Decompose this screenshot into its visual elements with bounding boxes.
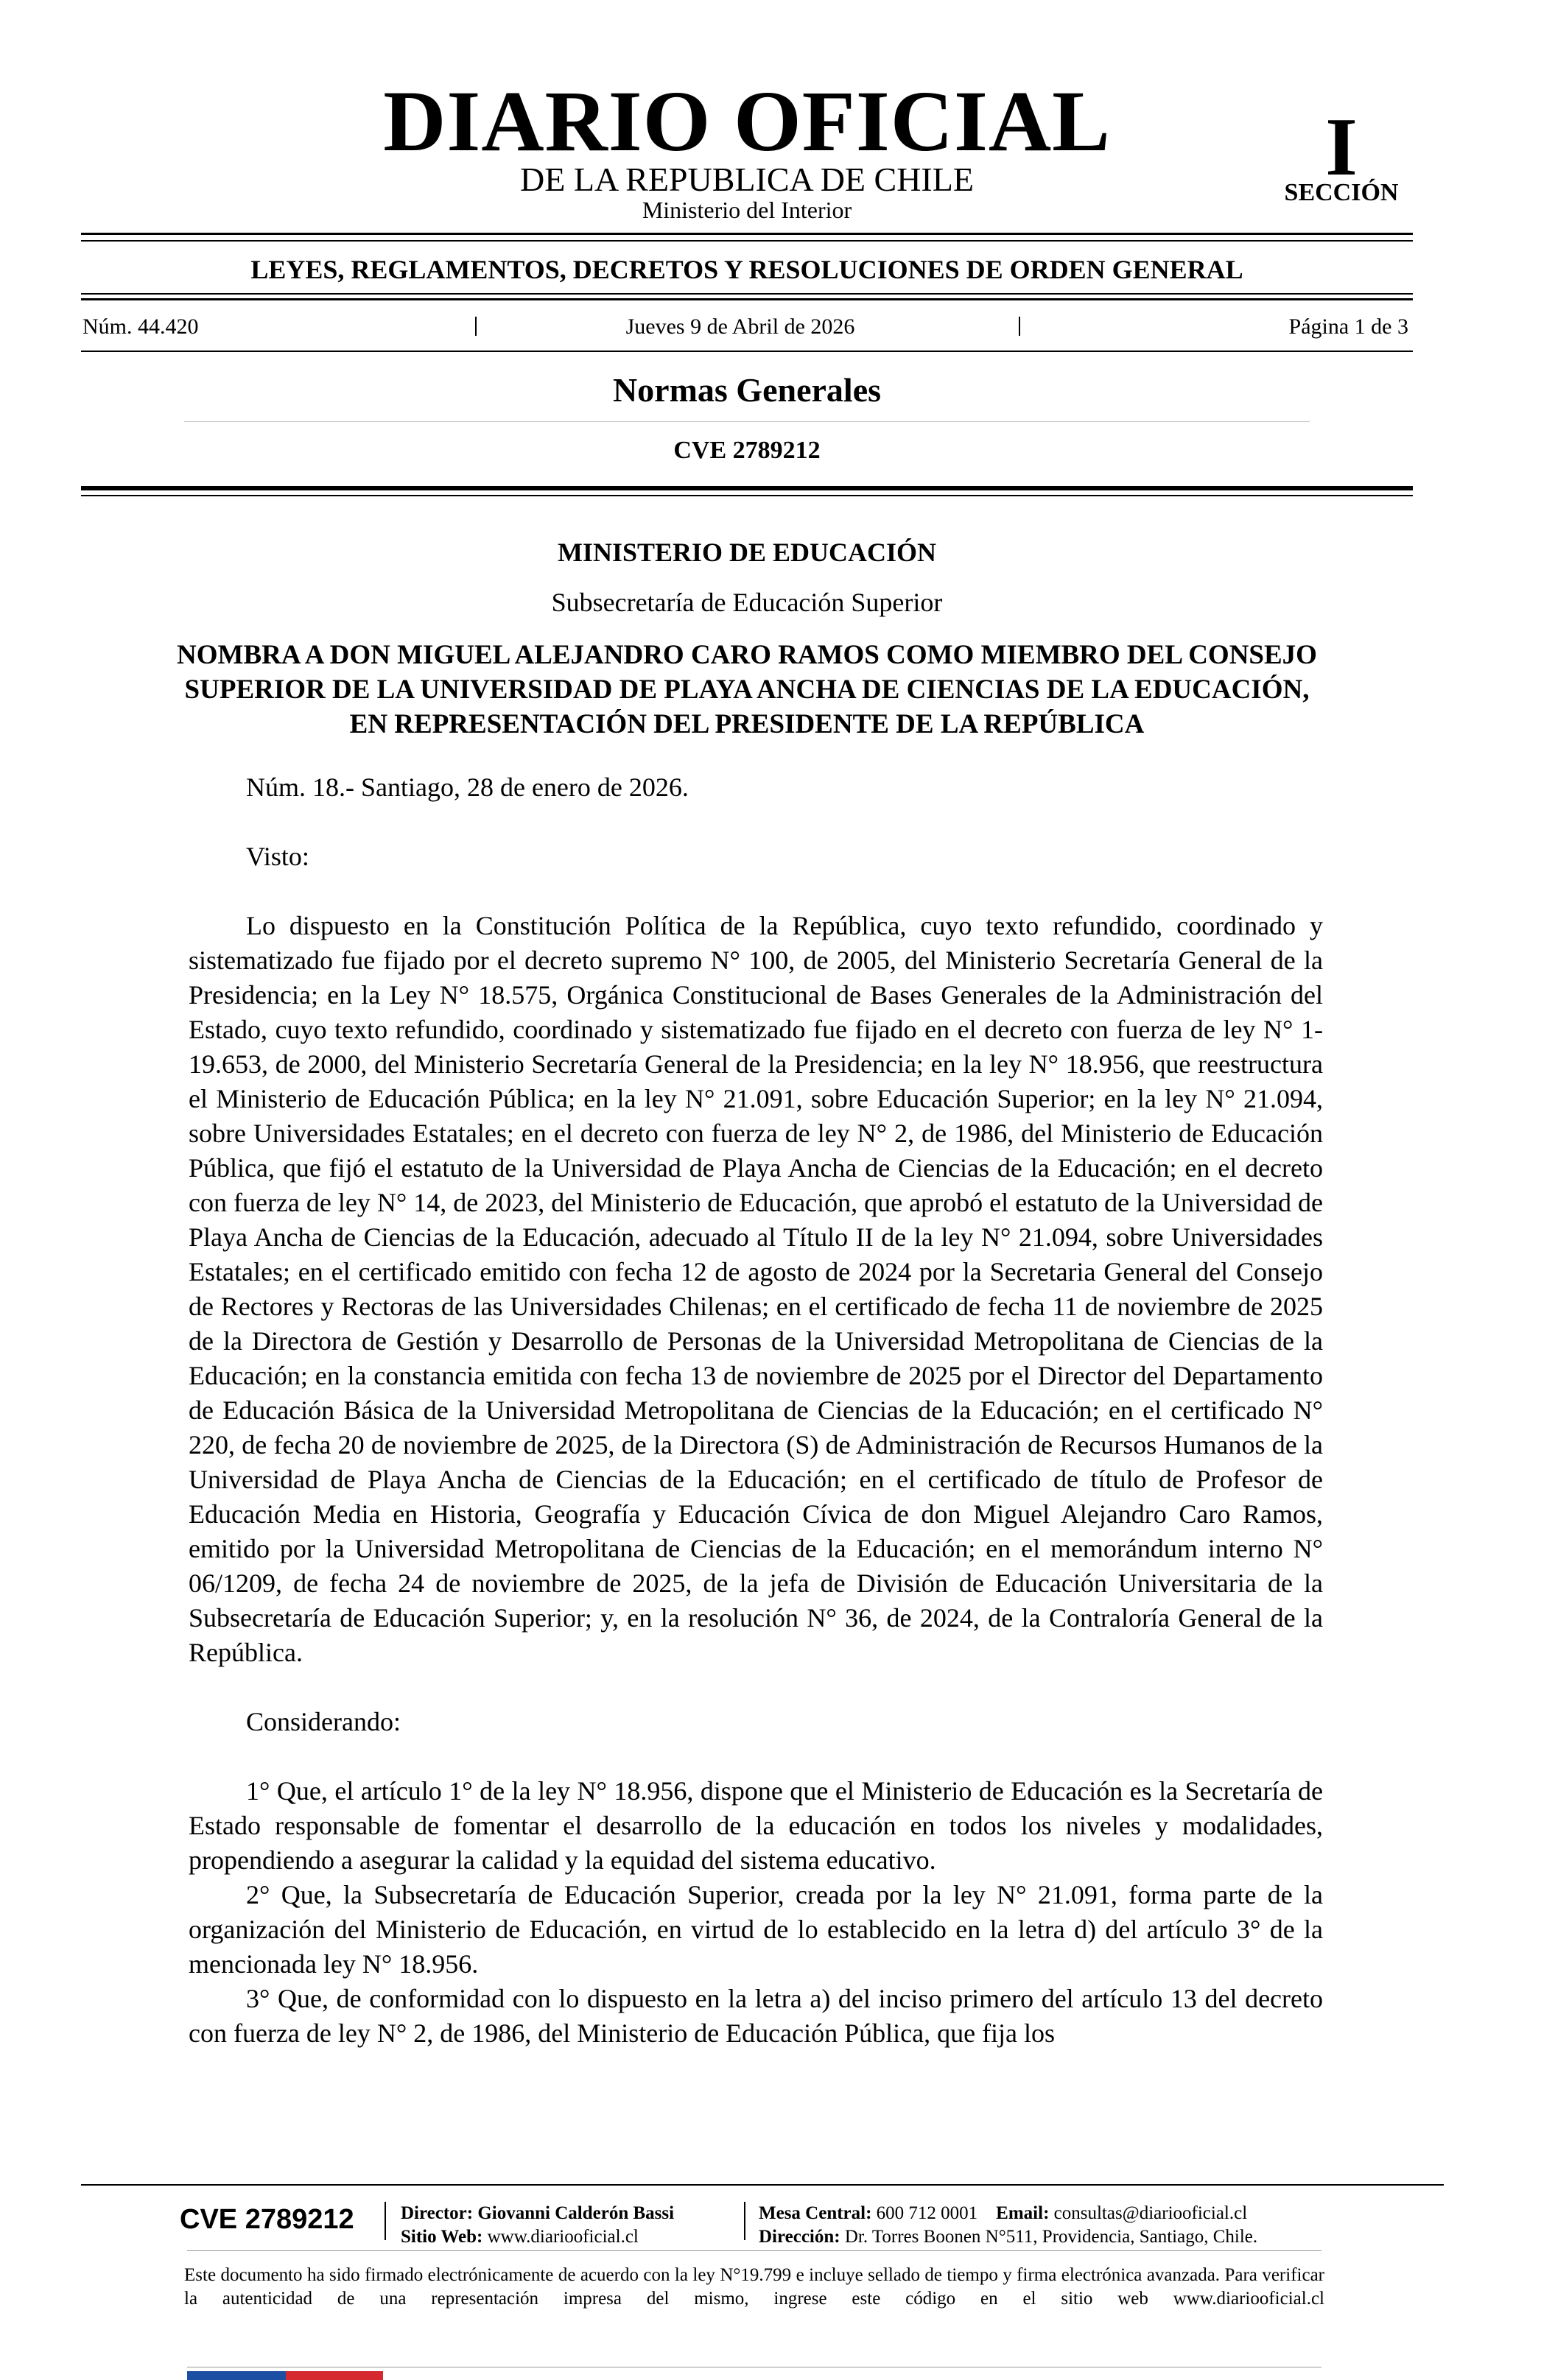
band-title: LEYES, REGLAMENTOS, DECRETOS Y RESOLUCIONES DE ORDEN GENERAL xyxy=(250,255,1243,284)
considerando-label: Considerando: xyxy=(246,1707,401,1736)
issue-date: Jueves 9 de Abril de 2026 xyxy=(625,314,855,339)
document-body xyxy=(189,770,1323,2051)
footer-separator xyxy=(385,2202,386,2240)
footer-separator xyxy=(744,2202,745,2240)
band-rule-bottom xyxy=(81,293,1413,295)
section-label: SECCIÓN xyxy=(1284,179,1399,206)
page-indicator: Página 1 de 3 xyxy=(1288,314,1408,339)
email-label: Email: xyxy=(996,2203,1050,2223)
newspaper-title: DIARIO OFICIAL xyxy=(383,73,1111,169)
issue-separator xyxy=(1019,317,1020,336)
address-text: Dr. Torres Boonen N°511, Providencia, Santiago, Chile. xyxy=(844,2227,1258,2247)
document-title: NOMBRA A DON MIGUEL ALEJANDRO CARO RAMOS COMO MIEMBRO DEL CONSEJO SUPERIOR DE LA UNIVERSIDAD DE PLAYA ANCHA DE CIENCIAS DE LA EDUCACIÓN, EN REPRESENTACIÓN DEL PRESIDENTE DE LA REPÚBLICA xyxy=(177,640,1317,739)
email-link[interactable]: consultas@diariooficial.cl xyxy=(1053,2203,1248,2223)
document-subsecretariat: Subsecretaría de Educación Superior xyxy=(551,588,943,617)
director-name: Giovanni Calderón Bassi xyxy=(477,2203,675,2223)
director-label: Director: xyxy=(401,2203,474,2223)
visto-paragraph: Lo dispuesto en la Constitución Política de la República, cuyo texto refundido, coordinado y sistematizado fue fijado por el decreto supremo N° 100, de 2005, del Ministerio Secretaría General de la Presidencia; en la Ley N° 18.575, Orgánica Constitucional de Bases Generales de la Administración del Estado, cuyo texto refundido, coordinado y sistematizado fue fijado en el decreto con fuerza de ley N° 1-19.653, de 2000, del Ministerio Secretaría General de la Presidencia; en la ley N° 18.956, que reestructura el Ministerio de Educación Pública; en la ley N° 21.091, sobre Educación Superior; en la ley N° 21.094, sobre Universidades Estatales; en el decreto con fuerza de ley N° 2, de 1986, del Ministerio de Educación Pública, que fijó el estatuto de la Universidad de Playa Ancha de Ciencias de la Educación; en el decreto con fuerza de ley N° 14, de 2023, del Ministerio de Educación, que aprobó el estatuto de la Universidad de Playa Ancha de Ciencias de la Educación, adecuado al Título II de la ley N° 21.094, sobre Universidades Estatales; en el certificado emitido con fecha 12 de agosto de 2024 por la Secretaria General del Consejo de Rectores y Rectoras de las Universidades Chilenas; en el certificado de fecha 11 de noviembre de 2025 de la Directora de Gestión y Desarrollo de Personas de la Universidad Metropolitana de Ciencias de la Educación; en la constancia emitida con fecha 13 de noviembre de 2025 por el Director del Departamento de Educación Básica de la Universidad Metropolitana de Ciencias de la Educación; en el certificado N° 220, de fecha 20 de noviembre de 2025, de la Directora (S) de Administración de Recursos Humanos de la Universidad de Playa Ancha de Ciencias de la Educación; en el certificado de título de Profesor de Educación Media en Historia, Geografía y Educación Cívica de don Miguel Alejandro Caro Ramos, emitido por la Universidad Metropolitana de Ciencias de la Educación; en el memorándum interno N° 06/1209, de fecha 24 de noviembre de 2025, de la jefa de División de Educación Universitaria de la Subsecretaría de Educación Superior; y, en la resolución N° 36, de 2024, de la Contraloría General de la República. xyxy=(189,911,1323,1667)
website-link[interactable]: www.diariooficial.cl xyxy=(487,2227,639,2247)
header-double-rule-thick xyxy=(81,486,1413,490)
issue-rule xyxy=(81,351,1413,352)
phone-number: 600 712 0001 xyxy=(876,2203,978,2223)
visto-label: Visto: xyxy=(246,842,309,871)
document-ministry: MINISTERIO DE EDUCACIÓN xyxy=(557,538,937,567)
header-double-rule-thin xyxy=(81,495,1413,496)
newspaper-subtitle: DE LA REPUBLICA DE CHILE xyxy=(520,161,974,198)
phone-label: Mesa Central: xyxy=(759,2203,872,2223)
band-rule-bottom-thick xyxy=(81,298,1413,300)
considerando-item: 3° Que, de conformidad con lo dispuesto en la letra a) del inciso primero del artículo 13 del decreto con fuerza de ley N° 2, de 1986, del Ministerio de Educación Pública, que fija los xyxy=(189,1984,1323,2048)
section-heading-rule xyxy=(184,421,1310,422)
issue-number: Núm. 44.420 xyxy=(83,314,199,339)
masthead-rule-top xyxy=(81,233,1413,235)
masthead-rule-top-thin xyxy=(81,240,1413,242)
address-label: Dirección: xyxy=(759,2227,840,2247)
considerando-item: 2° Que, la Subsecretaría de Educación Superior, creada por la ley N° 21.091, forma parte de la organización del Ministerio de Educación, en virtud de lo establecido en la letra d) del artículo 3° de la mencionada ley N° 18.956. xyxy=(189,1880,1323,1979)
section-heading: Normas Generales xyxy=(612,371,882,409)
footer-rule-top xyxy=(81,2184,1444,2186)
flag-stripe-red xyxy=(286,2371,383,2380)
website-label: Sitio Web: xyxy=(401,2227,483,2247)
footer-director-block xyxy=(401,2202,674,2249)
newspaper-ministry: Ministerio del Interior xyxy=(642,197,852,223)
section-number: I xyxy=(1325,102,1358,193)
footer-legal-notice: Este documento ha sido firmado electrónicamente de acuerdo con la ley N°19.799 e incluye sellado de tiempo y firma electrónica avanzada. Para verificar la autenticidad de una representación impresa del mismo, ingrese este código en el sitio web www.diariooficial.cl xyxy=(184,2265,1324,2309)
footer-cve-code: CVE 2789212 xyxy=(180,2204,354,2235)
footer-rule-middle xyxy=(187,2250,1321,2251)
considerando-item: 1° Que, el artículo 1° de la ley N° 18.956, dispone que el Ministerio de Educación es la Secretaría de Estado responsable de fomentar el desarrollo de la educación en todos los niveles y modalidades, propendiendo a asegurar la calidad y la equidad del sistema educativo. xyxy=(189,1776,1323,1875)
flag-stripe-blue xyxy=(187,2371,286,2380)
decree-line: Núm. 18.- Santiago, 28 de enero de 2026. xyxy=(246,772,689,802)
cve-code: CVE 2789212 xyxy=(673,437,821,464)
footer-contact-block xyxy=(759,2202,1257,2249)
